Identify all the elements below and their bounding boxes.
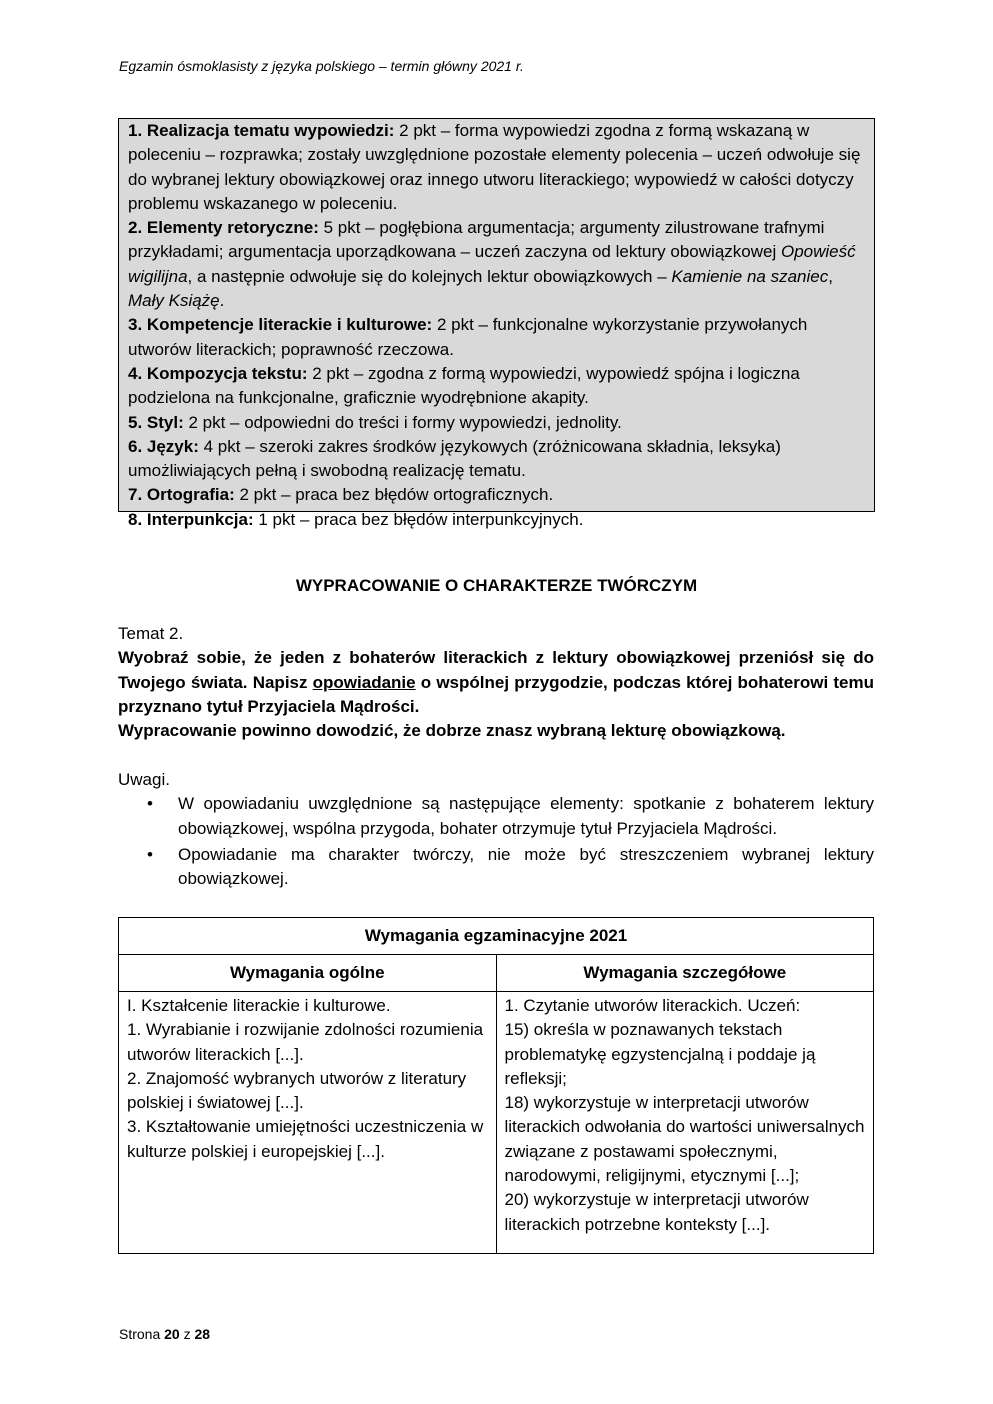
criterion-text: 1 pkt – praca bez błędów interpunkcyjnych. xyxy=(253,509,584,529)
requirements-title: Wymagania egzaminacyjne 2021 xyxy=(119,918,874,955)
remarks-list xyxy=(118,792,874,891)
page-separator: z xyxy=(183,1326,191,1342)
bullet-icon: • xyxy=(147,844,153,864)
topic-task-note: Wypracowanie powinno dowodzić, że dobrze znasz wybraną lekturę obowiązkową. xyxy=(118,721,786,741)
criterion-text: , a następnie odwołuje się do kolejnych lektur obowiązkowych – xyxy=(187,266,672,286)
table-row xyxy=(119,992,874,1254)
book-title: Mały Książę xyxy=(128,291,220,311)
criterion-label: 6. Język: xyxy=(128,436,199,456)
requirements-table xyxy=(118,917,874,1254)
table-row xyxy=(119,918,874,955)
criterion-text: 2 pkt – praca bez błędów ortograficznych. xyxy=(234,485,554,505)
bullet-icon: • xyxy=(147,794,153,814)
topic-task-text: o wspólnej przygodzie, podczas której bohaterowi temu przyznano tytuł Przyjaciela Mądrości. xyxy=(118,672,874,716)
table-row xyxy=(119,955,874,992)
criterion-label: 5. Styl: xyxy=(128,412,184,432)
criterion-label: 3. Kompetencje literackie i kulturowe: xyxy=(128,315,433,335)
detailed-requirements-cell xyxy=(496,992,874,1254)
column-header-general: Wymagania ogólne xyxy=(119,955,497,992)
page-number: 20 xyxy=(164,1326,180,1342)
criterion-5 xyxy=(128,411,865,435)
general-line: 2. Znajomość wybranych utworów z literatury polskiej i światowej [...]. xyxy=(127,1068,467,1113)
criterion-8 xyxy=(128,508,865,532)
criterion-text: 2 pkt – zgodna z formą wypowiedzi, wypowiedź spójna i logiczna podzielona na funkcjonalne, graficznie wyodrębnione akapity. xyxy=(128,363,800,408)
criterion-label: 2. Elementy retoryczne: xyxy=(128,218,319,238)
criterion-label: 4. Kompozycja tekstu: xyxy=(128,363,308,383)
general-line: 1. Wyrabianie i rozwijanie zdolności rozumienia utworów literackich [...]. xyxy=(127,1020,484,1064)
remark-text: W opowiadaniu uwzględnione są następujące elementy: spotkanie z bohaterem lektury obowiązkowej, wspólna przygoda, bohater otrzymuje tytuł Przyjaciela Mądrości. xyxy=(178,794,874,838)
topic-task-underlined: opowiadanie xyxy=(312,672,416,692)
topic-task-text: Wyobraź sobie, że jeden z bohaterów literackich z lektury obowiązkowej przeniósł się do Twojego świata. Napisz xyxy=(118,648,874,692)
criterion-3 xyxy=(128,313,865,362)
remark-text: Opowiadanie ma charakter twórczy, nie może być streszczeniem wybranej lektury obowiązkowej. xyxy=(178,844,874,889)
general-requirements-cell xyxy=(119,992,497,1254)
criterion-2 xyxy=(128,216,865,313)
page-prefix: Strona xyxy=(119,1326,161,1342)
page-total: 28 xyxy=(194,1326,211,1342)
criterion-6 xyxy=(128,435,865,484)
criterion-7 xyxy=(128,483,865,507)
criterion-label: 1. Realizacja tematu wypowiedzi: xyxy=(128,121,395,140)
detailed-line: 1. Czytanie utworów literackich. Uczeń: xyxy=(504,996,801,1015)
topic-number: Temat 2. xyxy=(118,624,184,643)
general-line: I. Kształcenie literackie i kulturowe. xyxy=(127,996,391,1015)
section-title: WYPRACOWANIE O CHARAKTERZE TWÓRCZYM xyxy=(295,576,698,595)
book-title: Opowieść wigilijna xyxy=(128,242,856,286)
detailed-line: 18) wykorzystuje w interpretacji utworów literackich odwołania do wartości uniwersalnych związane z postawami społecznymi, narodowymi, religijnymi, etycznymi [...]; xyxy=(504,1093,865,1186)
book-title: Kamienie na szaniec xyxy=(671,266,829,286)
detailed-line: 15) określa w poznawanych tekstach problematykę egzystencjalną i poddaje ją refleksji; xyxy=(504,1020,816,1088)
column-header-detailed: Wymagania szczegółowe xyxy=(496,955,874,992)
document-header: Egzamin ósmoklasisty z języka polskiego – termin główny 2021 r. xyxy=(119,58,524,74)
general-line: 3. Kształtowanie umiejętności uczestniczenia w kulturze polskiej i europejskiej [...]. xyxy=(127,1117,484,1161)
criterion-label: 8. Interpunkcja: xyxy=(128,509,254,529)
criterion-text: 4 pkt – szeroki zakres środków językowych (zróżnicowana składnia, leksyka) umożliwiających pełną i swobodną realizację tematu. xyxy=(128,436,781,481)
remarks-block xyxy=(118,768,874,893)
list-item xyxy=(118,792,874,841)
criterion-4 xyxy=(128,362,865,411)
remarks-title: Uwagi. xyxy=(118,770,170,789)
criterion-1 xyxy=(128,119,865,216)
criterion-label: 7. Ortografia: xyxy=(128,485,235,505)
assessment-criteria-box xyxy=(118,118,875,529)
criterion-text: 2 pkt – odpowiedni do treści i formy wypowiedzi, jednolity. xyxy=(183,412,622,432)
criterion-text: . xyxy=(219,291,225,311)
topic-task xyxy=(118,646,874,719)
criterion-text: 2 pkt – forma wypowiedzi zgodna z formą wskazaną w poleceniu – rozprawka; zostały uwzględnione pozostałe elementy polecenia – uczeń odwołuje się do wybranej lektury obowiązkowej oraz innego utworu literackiego; wypowiedź w całości dotyczy problemu wskazanego w poleceniu. xyxy=(128,121,861,213)
detailed-line: 20) wykorzystuje w interpretacji utworów literackich potrzebne konteksty [...]. xyxy=(504,1190,809,1234)
criterion-text: , xyxy=(828,266,833,286)
list-item xyxy=(118,843,874,892)
criterion-text: 5 pkt – pogłębiona argumentacja; argumenty zilustrowane trafnymi przykładami; argumentacja uporządkowana – uczeń zaczyna od lektury obowiązkowej xyxy=(128,218,825,262)
criterion-text: 2 pkt – funkcjonalne wykorzystanie przywołanych utworów literackich; poprawność rzeczowa. xyxy=(128,315,808,359)
page-footer xyxy=(119,1326,210,1342)
topic-block xyxy=(118,622,874,743)
